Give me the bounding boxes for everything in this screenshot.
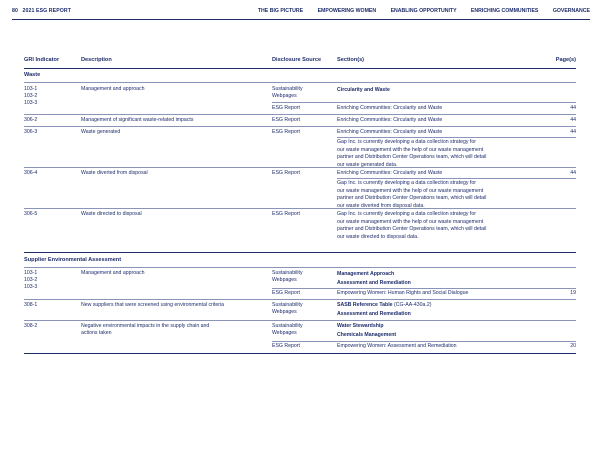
header-source: Disclosure Source — [272, 57, 322, 63]
page-ref: 44 — [570, 105, 576, 111]
gri-code: 103-3 — [24, 100, 38, 106]
table-row — [24, 117, 576, 125]
gri-code: 308-1 — [24, 302, 38, 308]
description: Management and approach — [81, 86, 145, 92]
section: Empowering Women: Assessment and Remediation — [337, 343, 457, 349]
nav-big-picture[interactable]: THE BIG PICTURE — [257, 8, 304, 14]
section-link[interactable]: Assessment and Remediation — [337, 311, 411, 317]
divider — [24, 267, 576, 268]
source: ESG Report — [272, 129, 300, 135]
source: Webpages — [272, 277, 297, 283]
note-line: partner and Distribution Center Operations team, which will detail — [337, 226, 487, 233]
source: ESG Report — [272, 211, 300, 217]
page-ref: 44 — [570, 117, 576, 123]
description: New suppliers that were screened using environmental criteria — [81, 302, 225, 308]
gri-code: 308-2 — [24, 323, 38, 329]
divider — [24, 114, 576, 115]
page-ref: 44 — [570, 129, 576, 135]
section: Empowering Women: Human Rights and Social Dialogue — [337, 290, 469, 296]
gri-code: 103-1 — [24, 86, 38, 92]
description: actions taken — [81, 330, 112, 336]
header-gri: GRI Indicator — [24, 57, 60, 63]
page-ref: 44 — [570, 170, 576, 176]
gri-code: 306-2 — [24, 117, 38, 123]
section: Enriching Communities: Circularity and Waste — [337, 105, 443, 111]
table-row — [24, 302, 576, 322]
section-title-supplier: Supplier Environmental Assessment — [24, 257, 122, 263]
source: ESG Report — [272, 343, 300, 349]
report-header — [12, 8, 71, 14]
gri-code: 103-2 — [24, 93, 38, 99]
source: Sustainability — [272, 302, 303, 308]
table-bottom-divider — [24, 353, 576, 354]
divider — [272, 102, 576, 103]
divider — [24, 167, 576, 168]
note-line: Gap Inc. is currently developing a data collection strategy for — [337, 139, 476, 145]
page-number: 80 — [12, 8, 18, 14]
section: Enriching Communities: Circularity and Waste — [337, 170, 443, 176]
section-title-waste: Waste — [24, 72, 41, 78]
sasb-label[interactable]: SASB Reference Table — [337, 302, 393, 308]
note-line: partner and Distribution Center Operations team, which will detail — [337, 195, 487, 202]
source: ESG Report — [272, 117, 300, 123]
note-line: our waste management with the help of our waste management — [337, 218, 484, 225]
note-line: our waste management with the help of our waste management — [337, 187, 484, 194]
table-row — [24, 170, 576, 178]
source: Sustainability — [272, 86, 303, 92]
source: Sustainability — [272, 270, 303, 276]
table-row — [24, 211, 576, 243]
nav-enabling-opportunity[interactable]: ENABLING OPPORTUNITY — [390, 8, 457, 14]
nav-enriching-communities[interactable]: ENRICHING COMMUNITIES — [470, 8, 539, 14]
note-line: Gap Inc. is currently developing a data collection strategy for — [337, 180, 476, 186]
source: ESG Report — [272, 105, 300, 111]
section-link[interactable]: Chemicals Management — [337, 332, 397, 338]
section-link[interactable]: Circularity and Waste — [337, 87, 390, 93]
gri-code: 306-3 — [24, 129, 38, 135]
source: Webpages — [272, 330, 297, 336]
description: Waste diverted from disposal — [81, 170, 148, 176]
description: Negative environmental impacts in the supply chain and — [81, 323, 210, 329]
source: Webpages — [272, 309, 297, 315]
description: Management and approach — [81, 270, 145, 276]
note-line: our waste diverted from disposal data. — [337, 202, 425, 209]
note-line: partner and Distribution Center Operations team, which will detail — [337, 154, 487, 161]
gri-code: 103-2 — [24, 277, 38, 283]
nav-empowering-women[interactable]: EMPOWERING WOMEN — [317, 8, 377, 14]
divider — [272, 288, 576, 289]
divider — [24, 208, 576, 209]
section: Enriching Communities: Circularity and Waste — [337, 117, 443, 123]
sasb-code: (CG-AA-430a.2) — [394, 302, 432, 308]
table-row — [24, 323, 576, 343]
page-ref: 20 — [570, 343, 576, 349]
source: ESG Report — [272, 290, 300, 296]
divider — [24, 82, 576, 83]
header-divider — [24, 68, 576, 69]
description: Management of significant waste-related impacts — [81, 117, 194, 123]
source: ESG Report — [272, 170, 300, 176]
section-divider — [24, 252, 576, 253]
source: Sustainability — [272, 323, 303, 329]
header-description: Description — [81, 57, 112, 63]
section: Enriching Communities: Circularity and Waste — [337, 129, 443, 135]
gri-code: 103-1 — [24, 270, 38, 276]
divider — [337, 178, 576, 179]
note-line: Gap Inc. is currently developing a data collection strategy for — [337, 211, 476, 217]
note-line: our waste management with the help of our waste management — [337, 146, 484, 153]
note-line: our waste directed to disposal data. — [337, 233, 419, 240]
description: Waste directed to disposal — [81, 211, 142, 217]
description: Waste generated — [81, 129, 121, 135]
gri-code: 103-3 — [24, 284, 38, 290]
header-pages: Page(s) — [555, 57, 576, 63]
section-nav — [245, 8, 590, 14]
divider — [337, 137, 576, 138]
gri-code: 306-5 — [24, 211, 38, 217]
section-link[interactable]: Assessment and Remediation — [337, 280, 411, 286]
table-row — [24, 290, 576, 298]
section-link[interactable]: Water Stewardship — [337, 323, 384, 329]
sasb-reference — [337, 302, 431, 309]
page-ref: 19 — [570, 290, 576, 296]
note-line: our waste generated data. — [337, 161, 398, 168]
top-bar — [0, 0, 600, 22]
divider — [24, 299, 576, 300]
source: Webpages — [272, 93, 297, 99]
table-header — [24, 57, 576, 67]
table-row — [24, 86, 576, 106]
nav-governance[interactable]: GOVERNANCE — [552, 8, 590, 14]
section-link[interactable]: Management Approach — [337, 271, 395, 277]
gri-code: 306-4 — [24, 170, 38, 176]
divider — [272, 341, 576, 342]
header-sections: Section(s) — [337, 57, 365, 63]
top-divider — [12, 19, 590, 20]
table-row — [24, 343, 576, 351]
divider — [24, 320, 576, 321]
divider — [24, 126, 576, 127]
table-row — [24, 105, 576, 113]
report-title: 2021 ESG REPORT — [22, 8, 72, 14]
